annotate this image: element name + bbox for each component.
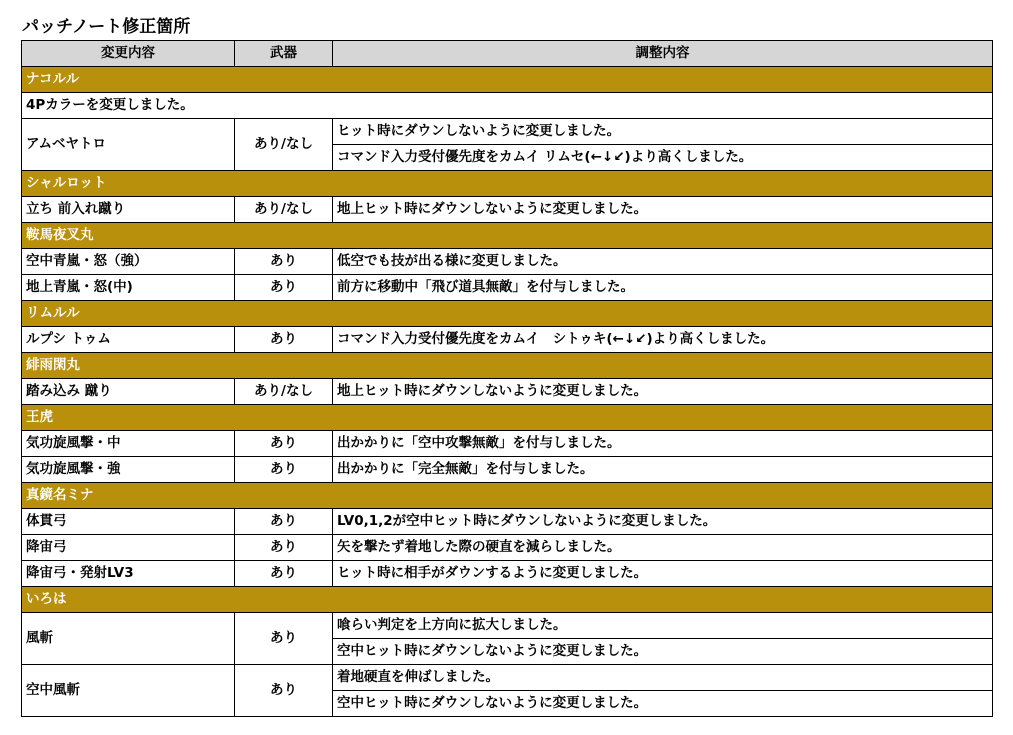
table-row — [22, 197, 993, 223]
character-name: ナコルル — [22, 67, 993, 93]
note-cell: 4Pカラーを変更しました。 — [22, 93, 993, 119]
adjustment-cell: ヒット時にダウンしないように変更しました。 — [333, 119, 993, 145]
table-row — [22, 379, 993, 405]
adjustment-cell: コマンド入力受付優先度をカムイ リムセ(←↓↙)より高くしました。 — [333, 145, 993, 171]
move-cell: ルプシ トゥム — [22, 327, 235, 353]
character-name: 緋雨閑丸 — [22, 353, 993, 379]
adjustment-cell: 空中ヒット時にダウンしないように変更しました。 — [333, 639, 993, 665]
character-name: いろは — [22, 587, 993, 613]
adjustment-cell: 空中ヒット時にダウンしないように変更しました。 — [333, 691, 993, 717]
table-row — [22, 327, 993, 353]
table-row — [22, 431, 993, 457]
character-row — [22, 171, 993, 197]
table-header-row — [22, 41, 993, 67]
weapon-cell: あり — [235, 509, 333, 535]
move-cell: 風斬 — [22, 613, 235, 665]
weapon-cell: あり — [235, 431, 333, 457]
character-name: 鞍馬夜叉丸 — [22, 223, 993, 249]
table-row — [22, 275, 993, 301]
weapon-cell: あり/なし — [235, 197, 333, 223]
adjustment-header: 調整内容 — [333, 41, 993, 67]
adjustment-cell: 地上ヒット時にダウンしないように変更しました。 — [333, 197, 993, 223]
weapon-cell: あり — [235, 457, 333, 483]
move-cell: アムベヤトロ — [22, 119, 235, 171]
table-row — [22, 457, 993, 483]
move-cell: 踏み込み 蹴り — [22, 379, 235, 405]
adjustment-cell: 低空でも技が出る様に変更しました。 — [333, 249, 993, 275]
weapon-cell: あり — [235, 535, 333, 561]
table-row — [22, 535, 993, 561]
table-row — [22, 613, 993, 639]
adjustment-cell: コマンド入力受付優先度をカムイ シトゥキ(←↓↙)より高くしました。 — [333, 327, 993, 353]
adjustment-cell: 地上ヒット時にダウンしないように変更しました。 — [333, 379, 993, 405]
character-row — [22, 353, 993, 379]
weapon-cell: あり — [235, 249, 333, 275]
adjustment-cell: 矢を撃たず着地した際の硬直を減らしました。 — [333, 535, 993, 561]
page-title: パッチノート修正箇所 — [22, 17, 191, 37]
weapon-cell: あり — [235, 327, 333, 353]
move-cell: 空中風斬 — [22, 665, 235, 717]
weapon-cell: あり/なし — [235, 119, 333, 171]
move-cell: 空中青嵐・怒（強） — [22, 249, 235, 275]
move-cell: 立ち 前入れ蹴り — [22, 197, 235, 223]
change-header: 変更内容 — [22, 41, 235, 67]
adjustment-cell: 前方に移動中「飛び道具無敵」を付与しました。 — [333, 275, 993, 301]
table-row — [22, 93, 993, 119]
weapon-cell: あり — [235, 613, 333, 665]
adjustment-cell: LV0,1,2が空中ヒット時にダウンしないように変更しました。 — [333, 509, 993, 535]
adjustment-cell: 喰らい判定を上方向に拡大しました。 — [333, 613, 993, 639]
move-cell: 降宙弓・発射LV3 — [22, 561, 235, 587]
character-name: 真鏡名ミナ — [22, 483, 993, 509]
patch-notes-table — [21, 40, 993, 717]
adjustment-cell: ヒット時に相手がダウンするように変更しました。 — [333, 561, 993, 587]
move-cell: 気功旋風撃・中 — [22, 431, 235, 457]
table-row — [22, 509, 993, 535]
table-row — [22, 665, 993, 691]
table-row — [22, 119, 993, 145]
character-row — [22, 223, 993, 249]
weapon-cell: あり/なし — [235, 379, 333, 405]
weapon-cell: あり — [235, 275, 333, 301]
character-name: リムルル — [22, 301, 993, 327]
weapon-header: 武器 — [235, 41, 333, 67]
table-row — [22, 249, 993, 275]
adjustment-cell: 着地硬直を伸ばしました。 — [333, 665, 993, 691]
character-name: シャルロット — [22, 171, 993, 197]
weapon-cell: あり — [235, 561, 333, 587]
weapon-cell: あり — [235, 665, 333, 717]
adjustment-cell: 出かかりに「空中攻撃無敵」を付与しました。 — [333, 431, 993, 457]
table-row — [22, 561, 993, 587]
character-row — [22, 483, 993, 509]
character-row — [22, 67, 993, 93]
character-row — [22, 405, 993, 431]
move-cell: 体貫弓 — [22, 509, 235, 535]
character-name: 王虎 — [22, 405, 993, 431]
character-row — [22, 587, 993, 613]
move-cell: 地上青嵐・怒(中) — [22, 275, 235, 301]
adjustment-cell: 出かかりに「完全無敵」を付与しました。 — [333, 457, 993, 483]
character-row — [22, 301, 993, 327]
move-cell: 降宙弓 — [22, 535, 235, 561]
move-cell: 気功旋風撃・強 — [22, 457, 235, 483]
